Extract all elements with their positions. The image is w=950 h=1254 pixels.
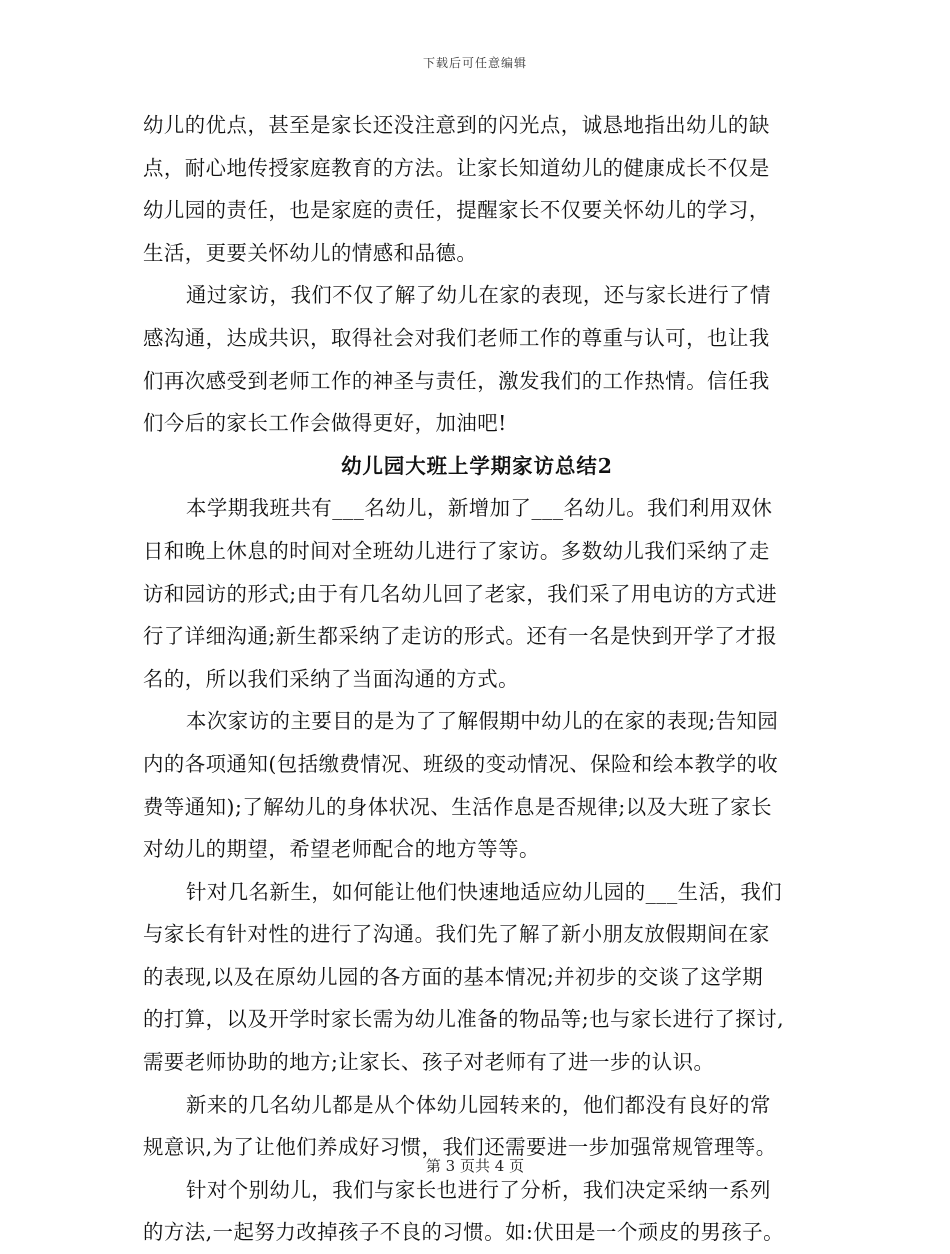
text-line: 日和晚上休息的时间对全班幼儿进行了家访。多数幼儿我们采纳了走 <box>143 538 770 563</box>
text-line: 点，耐心地传授家庭教育的方法。让家长知道幼儿的健康成长不仅是 <box>143 155 770 180</box>
text-line: 规意识,为了让他们养成好习惯，我们还需要进一步加强常规管理等。 <box>143 1135 777 1160</box>
text-line: 新来的几名幼儿都是从个体幼儿园转来的，他们都没有良好的常 <box>186 1092 771 1117</box>
page-footer: 第 3 页共 4 页 <box>425 1157 525 1175</box>
text-line: 费等通知);了解幼儿的身体状况、生活作息是否规律;以及大班了家长 <box>143 794 773 819</box>
text-line: 访和园访的形式;由于有几名幼儿回了老家，我们采了用电访的方式进 <box>143 581 778 606</box>
text-line: 与家长有针对性的进行了沟通。我们先了解了新小朋友放假期间在家 <box>143 922 770 947</box>
text-line: 针对个别幼儿，我们与家长也进行了分析，我们决定采纳一系列 <box>186 1177 771 1202</box>
document-body <box>143 104 811 1254</box>
text-line: 名的，所以我们采纳了当面沟通的方式。 <box>143 666 520 691</box>
text-line: 对幼儿的期望，希望老师配合的地方等等。 <box>143 837 540 862</box>
text-line: 需要老师协助的地方;让家长、孩子对老师有了进一步的认识。 <box>143 1050 715 1075</box>
text-line: 们再次感受到老师工作的神圣与责任，激发我们的工作热情。信任我 <box>143 368 770 393</box>
text-line: 的打算，以及开学时家长需为幼儿准备的物品等;也与家长进行了探讨, <box>143 1007 785 1032</box>
page-header: 下载后可任意编辑 <box>422 56 527 70</box>
text-line: 们今后的家长工作会做得更好，加油吧! <box>143 411 507 436</box>
text-line: 针对几名新生，如何能让他们快速地适应幼儿园的___生活，我们 <box>186 879 783 904</box>
text-line: 的方法,一起努力改掉孩子不良的习惯。如:伏田是一个顽皮的男孩子。 <box>143 1220 785 1245</box>
text-line: 幼儿的优点，甚至是家长还没注意到的闪光点，诚恳地指出幼儿的缺 <box>143 113 770 137</box>
section-title: 幼儿园大班上学期家访总结2 <box>341 453 613 478</box>
text-line: 的表现,以及在原幼儿园的各方面的基本情况;并初步的交谈了这学期 <box>143 964 764 989</box>
text-line: 生活，更要关怀幼儿的情感和品德。 <box>143 240 478 265</box>
text-line: 幼儿园的责任，也是家庭的责任，提醒家长不仅要关怀幼儿的学习， <box>143 198 770 223</box>
text-line: 通过家访，我们不仅了解了幼儿在家的表现，还与家长进行了情 <box>186 283 771 308</box>
text-line: 本次家访的主要目的是为了了解假期中幼儿的在家的表现;告知园 <box>186 709 779 734</box>
text-line: 内的各项通知(包括缴费情况、班级的变动情况、保险和绘本教学的收 <box>143 751 779 776</box>
text-line: 本学期我班共有___名幼儿，新增加了___名幼儿。我们利用双休 <box>186 496 773 521</box>
text-line: 感沟通，达成共识，取得社会对我们老师工作的尊重与认可，也让我 <box>143 325 770 350</box>
text-line: 行了详细沟通;新生都采纳了走访的形式。还有一名是快到开学了才报 <box>143 624 778 649</box>
